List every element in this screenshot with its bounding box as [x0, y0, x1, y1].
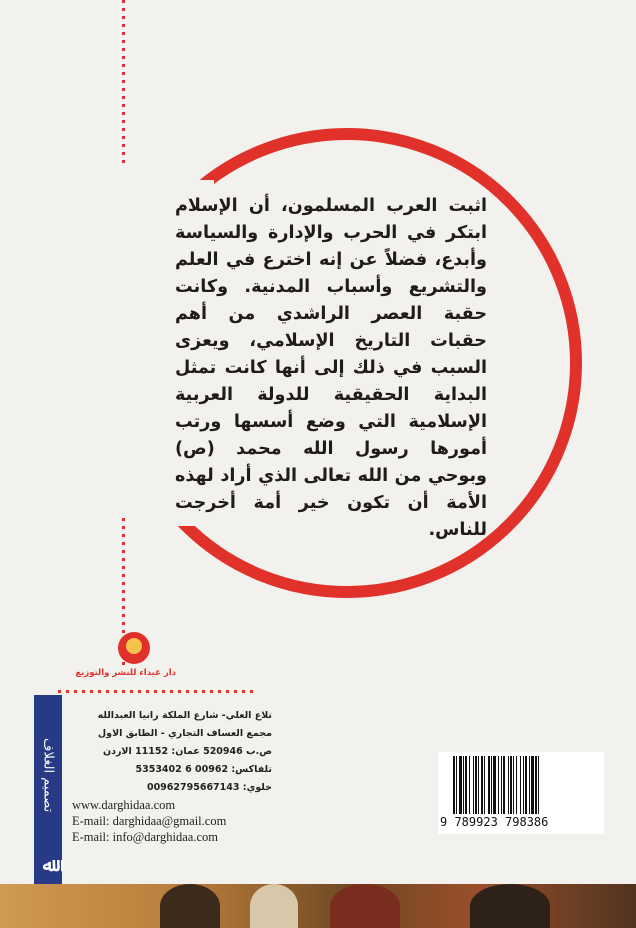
address-line-1: تلاع العلي- شارع الملكة رانيا العبدالله: [97, 710, 272, 721]
barcode-digits: 9 789923 798386: [440, 815, 549, 829]
publisher-name: دار غيداء للنشر والتوزيع: [75, 668, 176, 678]
email-link-2[interactable]: E-mail: info@darghidaa.com: [72, 830, 218, 844]
painting-figure-4: [470, 884, 550, 928]
painting-figure-1: [160, 884, 220, 928]
painting-figure-2: [250, 884, 298, 928]
designer-mark-icon: ﷲ: [42, 855, 54, 876]
dotted-line-horizontal: [58, 690, 258, 693]
dotted-line-top: [122, 0, 125, 168]
painting-figure-3: [330, 884, 400, 928]
address-line-2: مجمع العساف التجاري - الطابق الاول: [97, 728, 272, 739]
mobile-number: خلوي: 00962795667143: [146, 782, 272, 793]
cover-design-label: تصميم الغلاف: [40, 737, 56, 813]
logo-emblem-inner: [126, 638, 142, 654]
publisher-contact: [72, 707, 272, 845]
back-cover-text: اثبت العرب المسلمون، أن الإسلام ابتكر في الحرب والإدارة والسياسة وأبدع، فضلاً عن إنه اخترع في العلم والتشريع وأسباب المدنية. وكانت حقبة العصر الراشدي من أهم حقبات التاريخ الإسلامي، ويعزى السبب في ذلك إلى أنها كانت تمثل البداية الحقيقية للدولة العربية الإسلامية التي وضع أسسها ورتب أمورها رسول الله محمد (ص) وبوحي من الله تعالى الذي أراد لهذه الأمة أن تكون خير أمة أخرجت للناس.: [175, 196, 487, 540]
po-box: ص.ب 520946 عمان: 11152 الاردن: [102, 746, 272, 757]
website-link[interactable]: www.darghidaa.com: [72, 798, 176, 812]
publisher-logo: [75, 632, 176, 688]
fax-number: تلفاكس: 00962 6 5353402: [135, 764, 272, 775]
email-link-1[interactable]: E-mail: darghidaa@gmail.com: [72, 814, 227, 828]
barcode-bars: [453, 756, 585, 814]
